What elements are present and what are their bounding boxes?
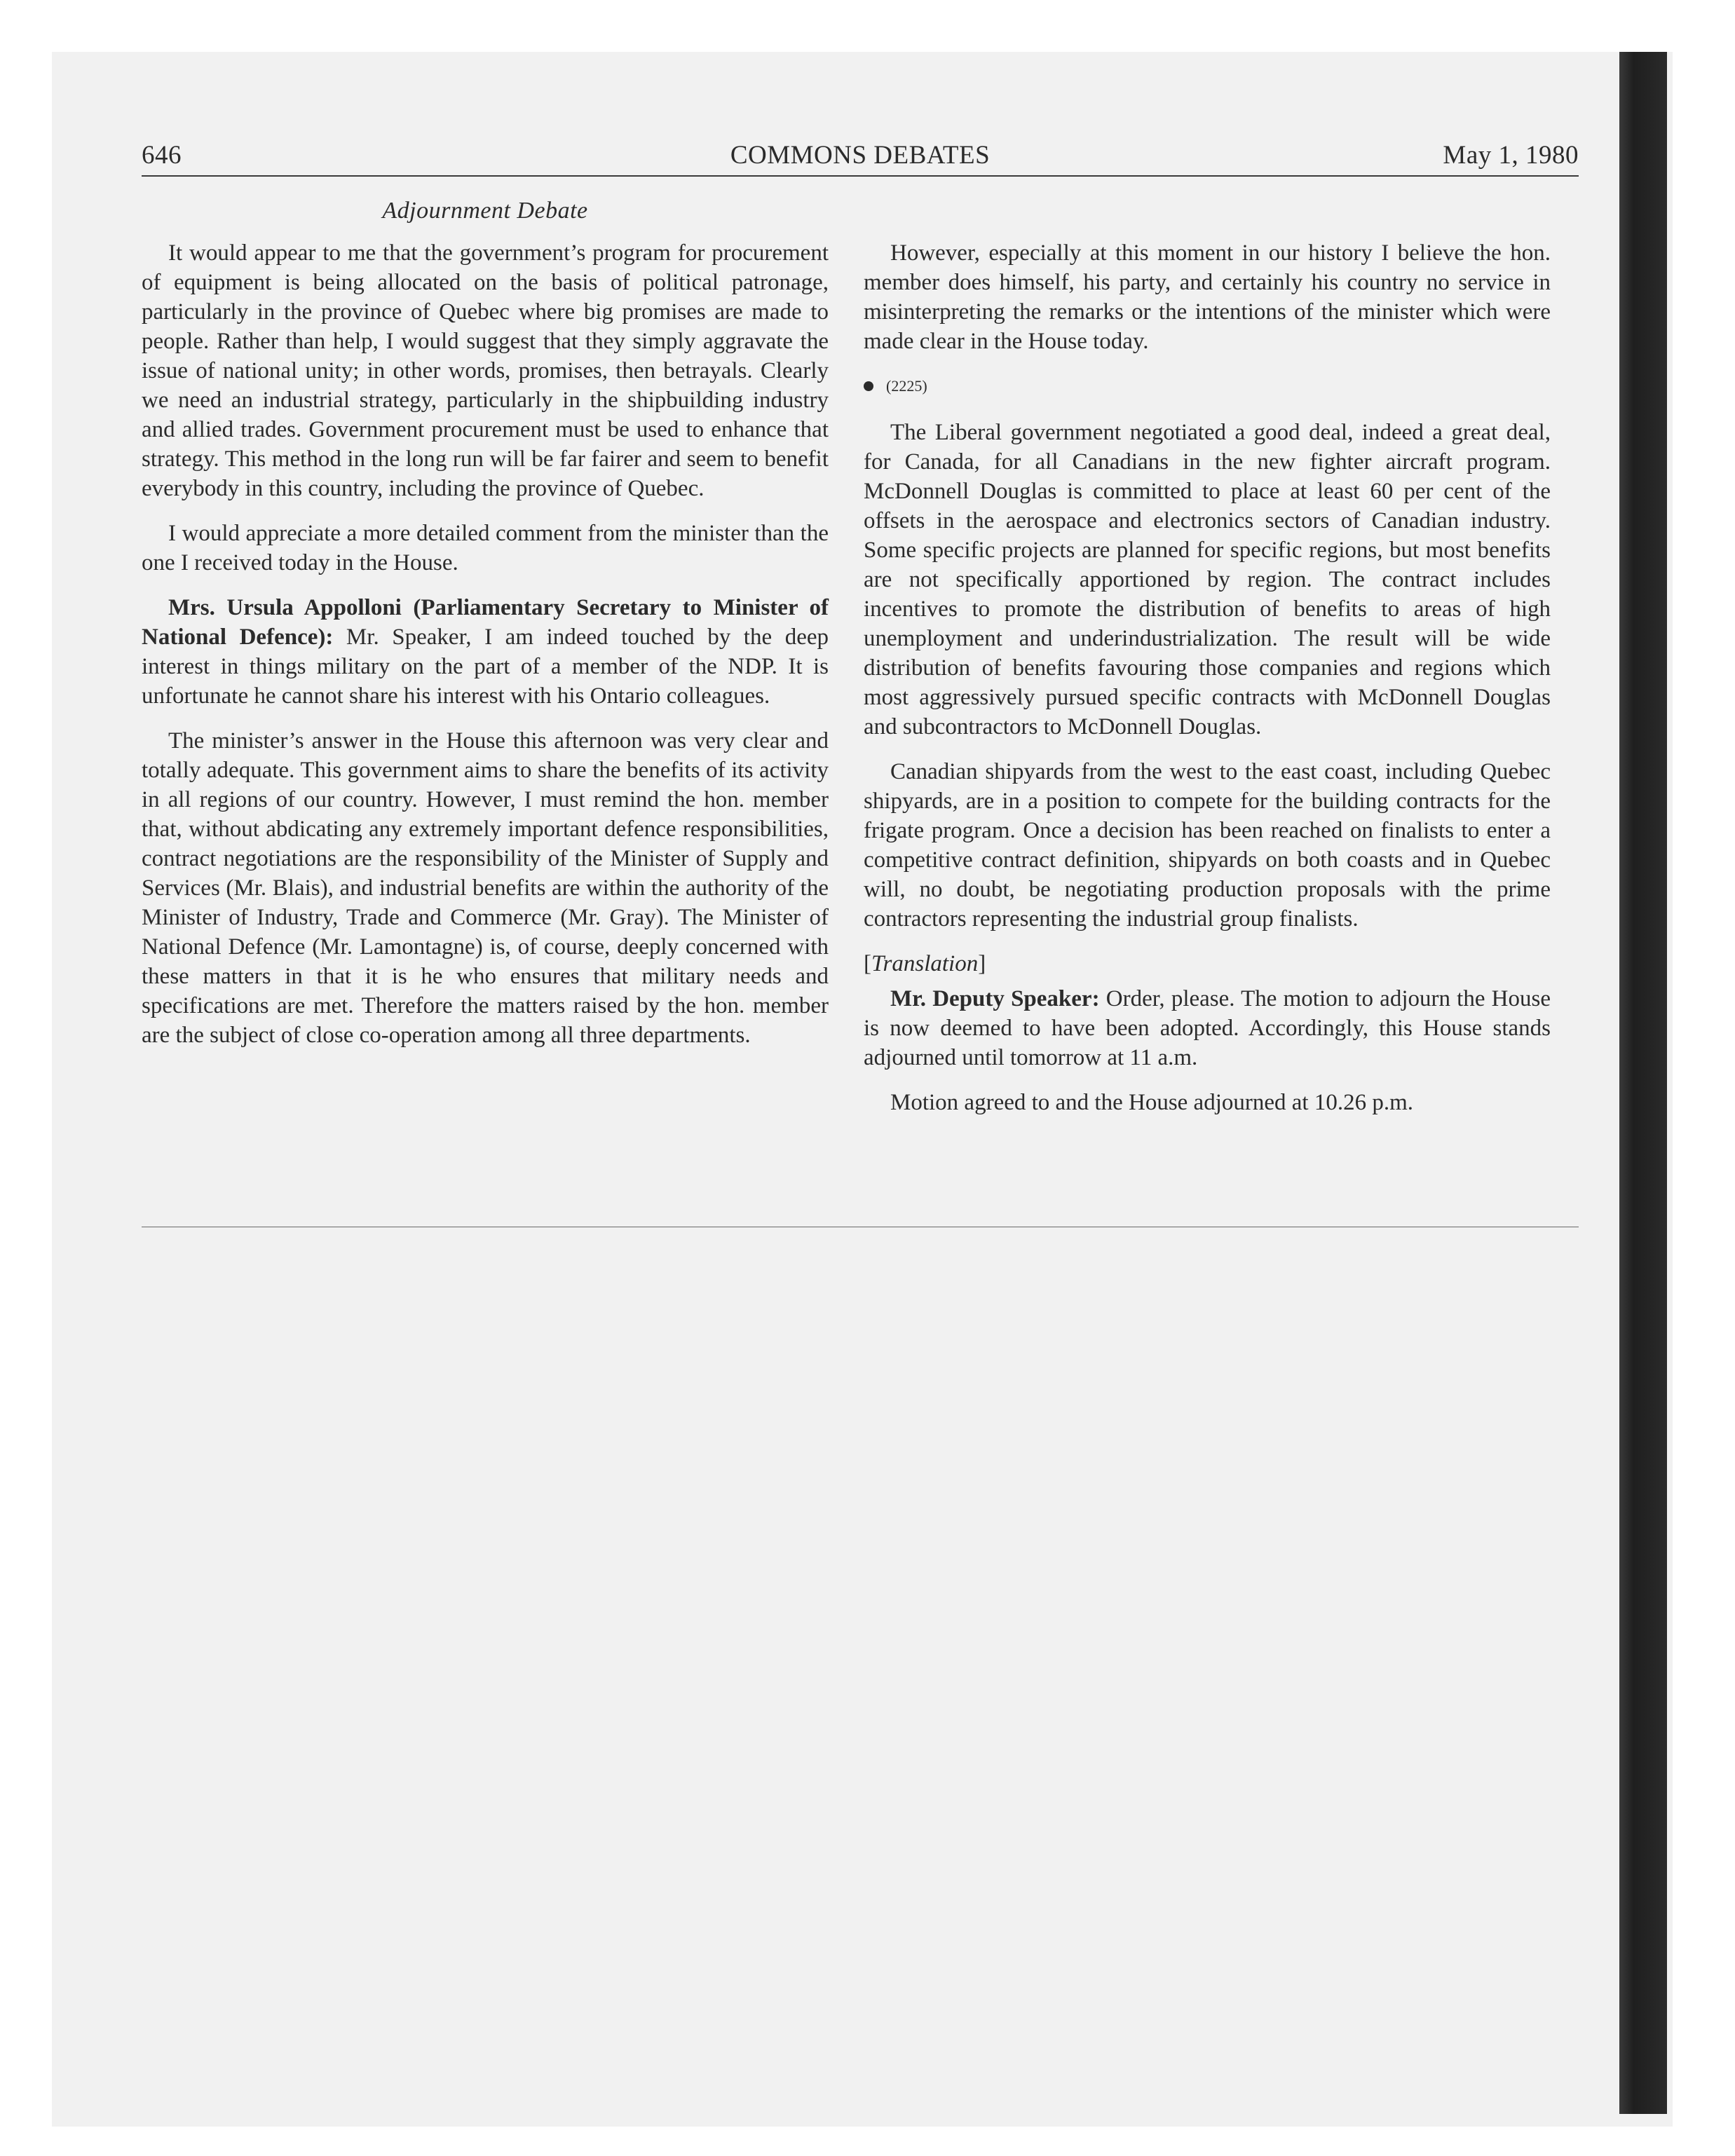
- speech-text: Mr. Speaker, I am indeed touched by the deep interest in things military on the part of a member of the NDP. It is unfortunate he cannot share his interest with his Ontario colleagues.: [142, 625, 829, 709]
- running-title: COMMONS DEBATES: [730, 141, 991, 170]
- section-heading: Adjournment Debate: [382, 198, 588, 224]
- right-column: [864, 238, 1551, 1133]
- paragraph: However, especially at this moment in our history I believe the hon. member does himself, his party, and certainly his country no service in misinterpreting the remarks or the intentions of the minister which were made clear in the House today.: [864, 240, 1551, 354]
- time-marker-label: (2225): [886, 377, 927, 395]
- paragraph: Canadian shipyards from the west to the east coast, including Quebec shipyards, are in a position to compete for the building contracts for the frigate program. Once a decision has been reached on finalists to enter a competitive contract definition, shipyards on both coasts and in Quebec will, no doubt, be negotiating production proposals with the prime contractors representing the industrial group finalists.: [864, 759, 1551, 932]
- speech-paragraph: [864, 984, 1551, 1072]
- speaker-name: Mrs. Ursula Appolloni (Parliamentary Secretary to Minister of National Defence):: [142, 595, 829, 650]
- paragraph: The Liberal government negotiated a good deal, indeed a great deal, for Canada, for all Canadians in the new fighter aircraft program. McDonnell Douglas is committed to place at least 60 per cent of the offsets in the aerospace and electronics sectors of Canadian industry. Some specific projects are planned for specific regions, but most benefits are not specifically apportioned by region. The contract includes incentives to promote the distribution of benefits to areas of high unemployment and underindustrialization. The result will be wide distribution of benefits favouring those companies and regions which most aggressively pursued specific contracts with McDonnell Douglas and subcontractors to McDonnell Douglas.: [864, 420, 1551, 739]
- page-header: [142, 140, 1579, 179]
- paragraph: The minister’s answer in the House this afternoon was very clear and totally adequate. This government aims to share the benefits of its activity in all regions of our country. However, I must remind the hon. member that, without abdicating any extremely important defence responsibilities, contract negotiations are the responsibility of the Minister of Supply and Services (Mr. Blais), and industrial benefits are within the authority of the Minister of Industry, Trade and Commerce (Mr. Gray). The Minister of National Defence (Mr. Lamontagne) is, of course, deeply concerned with these matters in that it is he who ensures that military needs and specifications are met. Therefore the matters raised by the hon. member are the subject of close co-operation among all three departments.: [142, 728, 829, 1048]
- page-number: 646: [142, 141, 182, 170]
- speech-paragraph: [142, 593, 829, 711]
- paragraph: Motion agreed to and the House adjourned at 10.26 p.m.: [890, 1090, 1413, 1115]
- bullet-icon: [864, 381, 873, 391]
- translation-label: Translation: [871, 951, 979, 976]
- scan-binding-edge: [1619, 52, 1667, 2114]
- translation-note: [Translation]: [864, 951, 986, 976]
- left-column: [142, 238, 829, 1065]
- header-date: May 1, 1980: [1443, 141, 1579, 170]
- time-marker: [864, 371, 1551, 401]
- paragraph: I would appreciate a more detailed comment from the minister than the one I received today in the House.: [142, 521, 829, 575]
- paragraph: It would appear to me that the government’s program for procurement of equipment is being allocated on the basis of political patronage, particularly in the province of Quebec where big promises are made to people. Rather than help, I would suggest that they simply aggravate the issue of national unity; in other words, promises, then betrayals. Clearly we need an industrial strategy, particularly in the shipbuilding industry and allied trades. Government procurement must be used to enhance that strategy. This method in the long run will be far fairer and seem to benefit everybody in this country, including the province of Quebec.: [142, 240, 829, 501]
- header-rule: [142, 175, 1579, 177]
- speaker-name: Mr. Deputy Speaker:: [890, 986, 1100, 1011]
- speech-text: Order, please. The motion to adjourn the House is now deemed to have been adopted. Accordingly, this House stands adjourned until tomorrow at 11 a.m.: [864, 986, 1551, 1070]
